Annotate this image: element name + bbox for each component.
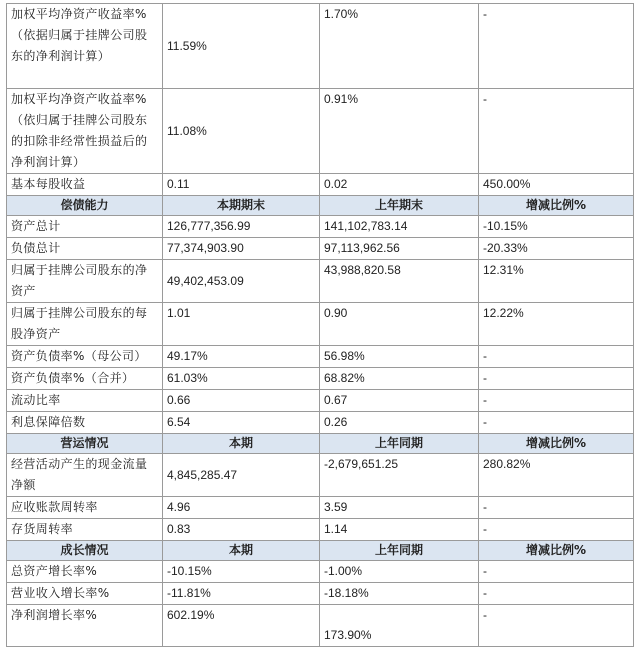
- row-label: 应收账款周转率: [7, 497, 163, 519]
- column-header: 本期: [163, 434, 320, 454]
- prior-value: 3.59: [320, 497, 479, 519]
- row-label: 归属于挂牌公司股东的净资产: [7, 260, 163, 303]
- change-value: 280.82%: [479, 454, 634, 497]
- column-header: 本期: [163, 541, 320, 561]
- table-row: [7, 519, 634, 541]
- change-value: -: [479, 368, 634, 390]
- table-row: [7, 260, 634, 303]
- current-value: 0.66: [163, 390, 320, 412]
- current-value: 6.54: [163, 412, 320, 434]
- change-value: 12.22%: [479, 303, 634, 346]
- table-row: [7, 216, 634, 238]
- prior-value: 1.70%: [320, 4, 479, 89]
- section-title: 成长情况: [7, 541, 163, 561]
- table-row: [7, 454, 634, 497]
- row-label: 负债总计: [7, 238, 163, 260]
- column-header: 上年同期: [320, 434, 479, 454]
- prior-value: -18.18%: [320, 583, 479, 605]
- current-value: 0.83: [163, 519, 320, 541]
- table-row: [7, 238, 634, 260]
- prior-value: 0.91%: [320, 89, 479, 174]
- prior-value: 0.26: [320, 412, 479, 434]
- column-header: 增减比例%: [479, 434, 634, 454]
- row-label: 存货周转率: [7, 519, 163, 541]
- change-value: 12.31%: [479, 260, 634, 303]
- prior-value: 0.67: [320, 390, 479, 412]
- current-value: 11.08%: [163, 89, 320, 174]
- table-row: [7, 605, 634, 647]
- column-header: 增减比例%: [479, 541, 634, 561]
- current-value: 49,402,453.09: [163, 260, 320, 303]
- current-value: 602.19%: [163, 605, 320, 647]
- row-label: 净利润增长率%: [7, 605, 163, 647]
- section-header-growth: [7, 541, 634, 561]
- prior-value: 1.14: [320, 519, 479, 541]
- current-value: 11.59%: [163, 4, 320, 89]
- current-value: -11.81%: [163, 583, 320, 605]
- table-row: [7, 368, 634, 390]
- row-label: 加权平均净资产收益率%（依归属于挂牌公司股东的扣除非经常性损益后的净利润计算）: [7, 89, 163, 174]
- section-title: 营运情况: [7, 434, 163, 454]
- row-label: 资产负债率%（母公司）: [7, 346, 163, 368]
- table-row: [7, 390, 634, 412]
- prior-value: 68.82%: [320, 368, 479, 390]
- row-label: 经营活动产生的现金流量净额: [7, 454, 163, 497]
- section-header-operations: [7, 434, 634, 454]
- column-header: 上年期末: [320, 196, 479, 216]
- change-value: -: [479, 412, 634, 434]
- column-header: 上年同期: [320, 541, 479, 561]
- row-label: 总资产增长率%: [7, 561, 163, 583]
- change-value: 450.00%: [479, 174, 634, 196]
- prior-value: 173.90%: [320, 605, 479, 647]
- current-value: -10.15%: [163, 561, 320, 583]
- current-value: 4,845,285.47: [163, 454, 320, 497]
- current-value: 4.96: [163, 497, 320, 519]
- current-value: 49.17%: [163, 346, 320, 368]
- change-value: -10.15%: [479, 216, 634, 238]
- table-row: [7, 174, 634, 196]
- current-value: 77,374,903.90: [163, 238, 320, 260]
- row-label: 营业收入增长率%: [7, 583, 163, 605]
- row-label: 利息保障倍数: [7, 412, 163, 434]
- prior-value: 0.90: [320, 303, 479, 346]
- current-value: 126,777,356.99: [163, 216, 320, 238]
- change-value: -20.33%: [479, 238, 634, 260]
- current-value: 61.03%: [163, 368, 320, 390]
- change-value: -: [479, 390, 634, 412]
- table-row: [7, 583, 634, 605]
- prior-value: -1.00%: [320, 561, 479, 583]
- change-value: -: [479, 4, 634, 89]
- prior-value: 56.98%: [320, 346, 479, 368]
- row-label: 资产负债率%（合并）: [7, 368, 163, 390]
- financial-indicators-table: [6, 3, 634, 647]
- change-value: -: [479, 497, 634, 519]
- prior-value: 141,102,783.14: [320, 216, 479, 238]
- row-label: 资产总计: [7, 216, 163, 238]
- table-row: [7, 4, 634, 89]
- table-row: [7, 561, 634, 583]
- table-row: [7, 303, 634, 346]
- column-header: 本期期末: [163, 196, 320, 216]
- current-value: 1.01: [163, 303, 320, 346]
- table-row: [7, 497, 634, 519]
- prior-value: 0.02: [320, 174, 479, 196]
- change-value: -: [479, 583, 634, 605]
- section-header-solvency: [7, 196, 634, 216]
- prior-value: 97,113,962.56: [320, 238, 479, 260]
- row-label: 流动比率: [7, 390, 163, 412]
- change-value: -: [479, 519, 634, 541]
- change-value: -: [479, 346, 634, 368]
- change-value: -: [479, 89, 634, 174]
- row-label: 加权平均净资产收益率%（依据归属于挂牌公司股东的净利润计算）: [7, 4, 163, 89]
- column-header: 增减比例%: [479, 196, 634, 216]
- table-row: [7, 412, 634, 434]
- prior-value: -2,679,651.25: [320, 454, 479, 497]
- row-label: 基本每股收益: [7, 174, 163, 196]
- prior-value: 43,988,820.58: [320, 260, 479, 303]
- change-value: -: [479, 605, 634, 647]
- table-row: [7, 346, 634, 368]
- table-row: [7, 89, 634, 174]
- row-label: 归属于挂牌公司股东的每股净资产: [7, 303, 163, 346]
- change-value: -: [479, 561, 634, 583]
- section-title: 偿债能力: [7, 196, 163, 216]
- current-value: 0.11: [163, 174, 320, 196]
